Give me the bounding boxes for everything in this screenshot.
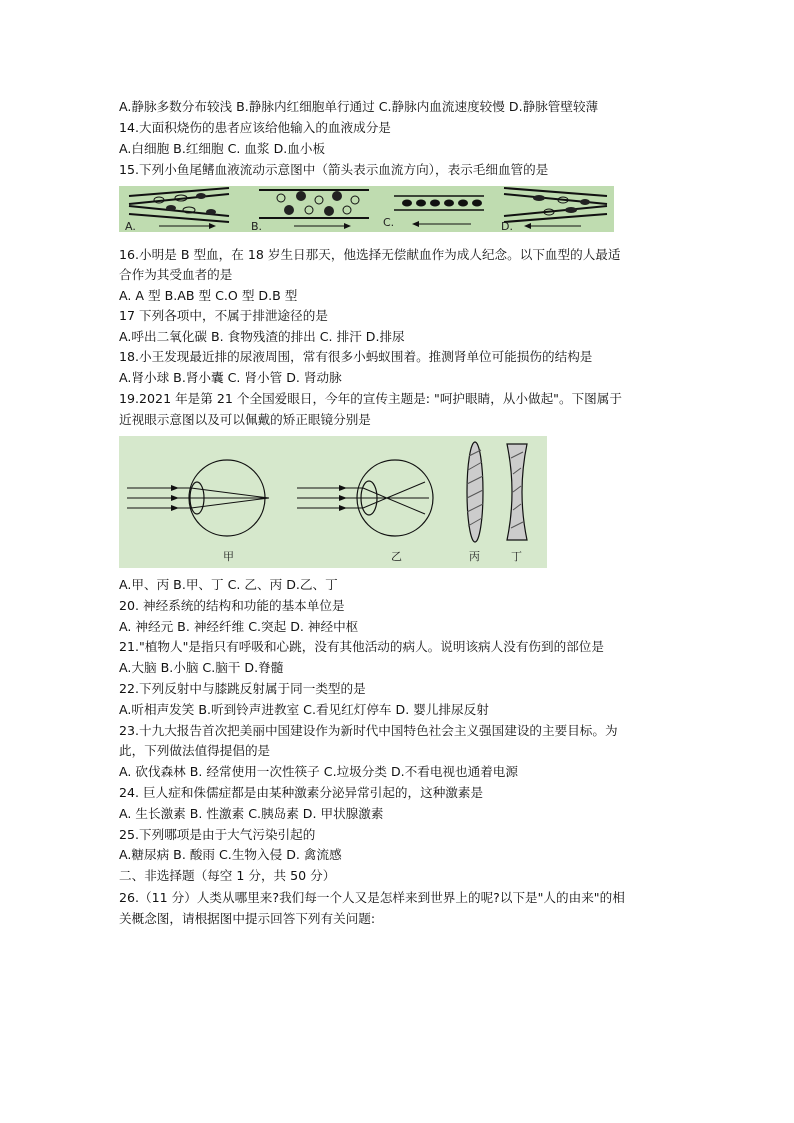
label-bing: 丙 [469,550,480,563]
panel-a-label: A. [125,220,136,232]
question-20-options: A. 神经元 B. 神经纤维 C.突起 D. 神经中枢 [119,619,359,634]
panel-b [251,190,369,232]
eye-yi [297,460,433,563]
question-22: 22.下列反射中与膝跳反射属于同一类型的是 [119,681,366,696]
panel-c-label: C. [383,216,395,229]
panel-d [501,188,607,232]
question-16-cont: 合作为其受血者的是 [119,267,233,282]
panel-a [125,188,229,232]
question-25: 25.下列哪项是由于大气污染引起的 [119,827,316,842]
question-16-options: A. A 型 B.AB 型 C.O 型 D.B 型 [119,288,298,303]
question-14-options: A.白细胞 B.红细胞 C. 血浆 D.血小板 [119,141,326,156]
question-19-options: A.甲、丙 B.甲、丁 C. 乙、丙 D.乙、丁 [119,577,338,592]
question-17-options: A.呼出二氧化碳 B. 食物残渣的排出 C. 排汗 D.排尿 [119,329,405,344]
question-25-options: A.糖尿病 B. 酸雨 C.生物入侵 D. 禽流感 [119,847,342,862]
label-yi: 乙 [391,550,402,563]
question-15: 15.下列小鱼尾鳍血液流动示意图中（箭头表示血流方向），表示毛细血管的是 [119,162,549,177]
question-14: 14.大面积烧伤的患者应该给他输入的血液成分是 [119,120,391,135]
question-21-options: A.大脑 B.小脑 C.脑干 D.脊髓 [119,660,284,675]
question-24-options: A. 生长激素 B. 性激素 C.胰岛素 D. 甲状腺激素 [119,806,384,821]
panel-c [383,196,484,229]
question-18-options: A.肾小球 B.肾小囊 C. 肾小管 D. 肾动脉 [119,370,342,385]
question-23-cont: 此，下列做法值得提倡的是 [119,743,271,758]
question-16: 16.小明是 B 型血，在 18 岁生日那天，他选择无偿献血作为成人纪念。以下血型的人最适 [119,247,621,262]
lens-bing [467,442,483,563]
question-17: 17 下列各项中，不属于排泄途径的是 [119,308,328,323]
question-23: 23.十九大报告首次把美丽中国建设作为新时代中国特色社会主义强国建设的主要目标。为 [119,723,618,738]
eye-jia [127,460,269,563]
section-heading: 二、非选择题（每空 1 分，共 50 分） [119,868,336,883]
question-26-cont: 关概念图，请根据图中提示回答下列有关问题: [119,911,376,926]
text-line: A.静脉多数分布较浅 B.静脉内红细胞单行通过 C.静脉内血流速度较慢 D.静脉管壁较薄 [119,99,599,114]
question-19-cont: 近视眼示意图以及可以佩戴的矫正眼镜分别是 [119,412,371,427]
question-26: 26.（11 分）人类从哪里来?我们每一个人又是怎样来到世界上的呢?以下是"人的由来"的相 [119,890,625,905]
question-20: 20. 神经系统的结构和功能的基本单位是 [119,598,345,613]
question-24: 24. 巨人症和侏儒症都是由某种激素分泌异常引起的，这种激素是 [119,785,484,800]
fish-tail-blood-flow-figure [119,186,614,232]
question-22-options: A.听相声发笑 B.听到铃声进教室 C.看见红灯停车 D. 婴儿排尿反射 [119,702,489,717]
label-jia: 甲 [223,550,234,563]
question-19: 19.2021 年是第 21 个全国爱眼日，今年的宣传主题是: "呵护眼睛，从小做起"。下图属于 [119,391,622,406]
panel-b-label: B. [251,220,263,232]
myopia-eye-figure [119,436,547,568]
lens-ding [507,444,527,563]
question-23-options: A. 砍伐森林 B. 经常使用一次性筷子 C.垃圾分类 D.不看电视也通着电源 [119,764,518,779]
question-18: 18.小王发现最近排的尿液周围，常有很多小蚂蚁围着。推测肾单位可能损伤的结构是 [119,349,593,364]
panel-d-label: D. [501,220,513,232]
label-ding: 丁 [511,550,522,563]
question-21: 21."植物人"是指只有呼吸和心跳，没有其他活动的病人。说明该病人没有伤到的部位是 [119,639,604,654]
